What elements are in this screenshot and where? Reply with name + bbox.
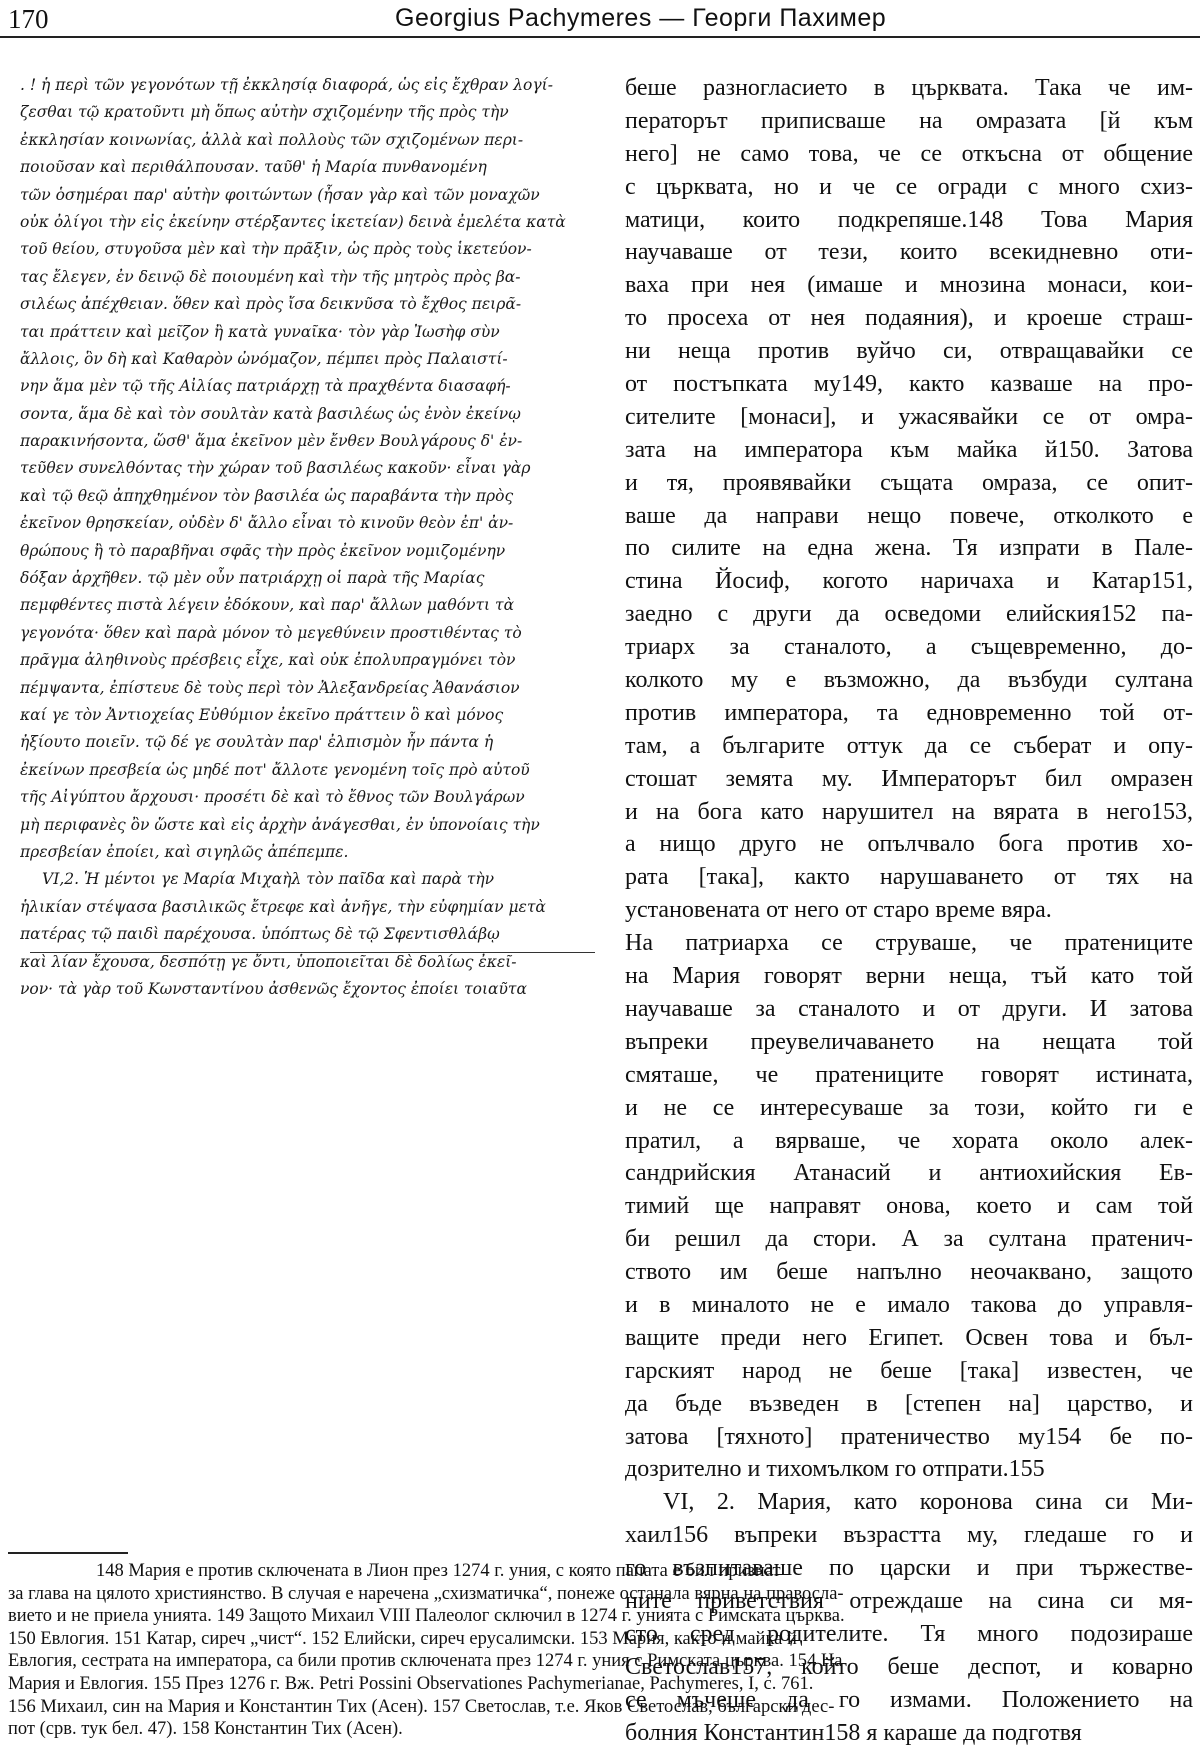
greek-text-line: πρεσβείαν ἐποίει, καὶ σιγηλῶς ἀπέπεμπε. [20, 842, 349, 861]
greek-text-line: ται πράττειν καὶ μεῖζον ἢ κατὰ γυναῖκα· τὸν γὰρ Ἰωσὴφ σὺν [20, 322, 500, 341]
translation-line: дозрително и тихомълком го отпрати.155 [625, 1456, 1045, 1483]
translation-line: ните приветствия отреждаше на сина си мя- [625, 1587, 1193, 1614]
translation-line: колкото му е възможно, да възбуди султана [625, 667, 1193, 694]
footnote-line: 148 Мария е против сключената в Лион през 1274 г. уния, с която папата е бил признат [96, 1561, 781, 1581]
greek-text-line: τῆς Αἰγύπτου ἄρχουσι· προσέτι δὲ καὶ τὸ ἔθνος τῶν Βουλγάρων [20, 788, 525, 807]
header-rule [0, 36, 1200, 38]
translation-line: установената от него от старо време вяра. [625, 897, 1052, 924]
translation-line: ни неща против вуйчо си, отвращавайки се [625, 338, 1193, 365]
greek-text-line: ἐκείνων πρεσβεία ὡς μηδέ ποτ' ἄλλοτε γενομένη τοῖς πρὸ αὐτοῦ [20, 760, 530, 779]
greek-text-line: πατέρας τῷ παιδὶ παρέχουσα. ὑπόπτως δὲ τῷ Σφεντισθλάβῳ [20, 925, 500, 944]
footnote-rule [8, 1552, 128, 1554]
greek-text-line: καὶ τῷ θεῷ ἀπηχθημένον τὸν βασιλέα ὡς παραβάντα τὴν πρὸς [20, 486, 514, 505]
translation-line: рата [така], както нарушаването от тях на [625, 864, 1193, 891]
page-number: 170 [8, 4, 49, 34]
greek-text-line: ἠξίουτο ποιεῖν. τῷ δέ γε σουλτὰν παρ' ἐλπισμὸν ἦν πάντα ἡ [20, 733, 494, 752]
translation-line: стина Йосиф, когото наричаха и Катар151, [625, 568, 1193, 595]
translation-line: сандрийския Атанасий и антиохийския Ев- [625, 1160, 1193, 1187]
translation-line: би решил да стори. А за султана пратенич- [625, 1226, 1193, 1253]
translation-line: а нищо друго не опълчвало бога против хо- [625, 831, 1193, 858]
translation-line: по силите на една жена. Тя изпрати в Пале- [625, 535, 1193, 562]
greek-text-line: ἐκκλησίαν κοινωνίας, ἀλλὰ καὶ πολλοὺς τῶν σχιζομένων περι- [20, 130, 524, 149]
greek-text-line: νον· τὰ γὰρ τοῦ Κωνσταντίνου ἀσθενῶς ἔχοντος ἐποίει τοιαῦτα [20, 979, 527, 998]
greek-text-line: τεῦθεν συνελθόντας τὴν χώραν τοῦ βασιλέως κακοῦν· εἶναι γὰρ [20, 459, 531, 478]
greek-text-line: τῶν ὁσημέραι παρ' αὐτὴν φοιτώντων (ἦσαν γὰρ καὶ τῶν μοναχῶν [20, 185, 540, 204]
greek-text-line: νην ἅμα μὲν τῷ τῆς Αἰλίας πατριάρχῃ τὰ πραχθέντα διασαφή- [20, 377, 511, 396]
translation-line: триарх за станалото, а същевременно, до- [625, 634, 1193, 661]
greek-text-line: θρώπους ἢ τὸ παραβῆναι σφᾶς τὴν πρὸς ἐκεῖνον νομιζομένην [20, 541, 506, 560]
translation-line: гарският народ не беше [така] известен, че [625, 1357, 1193, 1384]
greek-original-column [20, 72, 600, 998]
greek-text-line: ἄλλοις, ὃν δὴ καὶ Καθαρὸν ὠνόμαζον, πέμπει πρὸς Παλαιστί- [20, 349, 508, 368]
translation-line: и на бога като нарушител на вярата в него153, [625, 798, 1193, 825]
greek-text-line: ποιοῦσαν καὶ περιθάλπουσαν. ταῦθ' ἡ Μαρία πυνθανομένη [20, 158, 487, 177]
translation-line: научаваше за станалото и от други. И затова [625, 995, 1193, 1022]
translation-line: ството им беше напълно неочаквано, защото [625, 1259, 1193, 1286]
translation-line: и не се интересуваше за този, който ги е [625, 1094, 1193, 1121]
page-header [0, 0, 1200, 40]
greek-text-line: καί γε τὸν Ἀντιοχείας Εὐθύμιον ἐκεῖνο πράττειν ὃ καὶ μόνος [20, 705, 504, 724]
translation-line: смяташе, че пратениците говорят истината, [625, 1061, 1193, 1088]
translation-line: на Мария говорят верни неща, тъй като той [625, 963, 1193, 990]
translation-line: затова [тяхното] пратеничество му154 бе по- [625, 1423, 1193, 1450]
translation-line: ваше да направи нещо повече, отколкото е [625, 502, 1193, 529]
greek-text-line: μὴ περιφανὲς ὂν ὥστε καὶ εἰς ἀρχὴν ἀνάγεσθαι, ἐν ὑπονοίαις τὴν [20, 815, 540, 834]
translation-line: болния Константин158 я караше да подготвя [625, 1719, 1082, 1746]
greek-text-line: σοντα, ἅμα δὲ καὶ τὸν σουλτὰν κατὰ βασιλέως ὡς ἐνὸν ἐκείνῳ [20, 404, 521, 423]
translation-line: научаваше от тези, които всекидневно оти- [625, 239, 1193, 266]
translation-line: го възпитаваше по царски и при тържестве- [625, 1555, 1193, 1582]
translation-line: ващите преди него Египет. Освен това и бъл- [625, 1324, 1193, 1351]
translation-line: ператорът приписваше на омразата [й към [625, 107, 1193, 134]
translation-line: него] не само това, че се откъсна от общение [625, 140, 1193, 167]
footnote-line: Мария и Евлогия. 155 През 1276 г. Вж. Petri Possini Observationes Pachymerianae, Pachymeres, I, с. 761. [8, 1673, 814, 1694]
greek-text-line: ἐκεῖνον θρησκείαν, οὐδὲν δ' ἄλλο εἶναι τὸ κινοῦν θεὸν ἐπ' ἀν- [20, 514, 514, 533]
greek-text-line: παρακινήσοντα, ὥσθ' ἅμα ἐκεῖνον μὲν ἔνθεν Βουλγάρους δ' ἐν- [20, 432, 523, 451]
translation-line: с църквата, но и че се огради с много схиз- [625, 173, 1193, 200]
greek-text-line: πεμφθέντες πιστὰ λέγειν ἐδόκουν, καὶ παρ' ἄλλων μαθόντι τὰ [20, 596, 515, 615]
greek-text-line: γεγονότα· ὅθεν καὶ παρὰ μόνον τὸ μεγεθύνειν προστιθέντας τὸ [20, 623, 522, 642]
footnote-line: 156 Михаил, син на Мария и Константин Тих (Асен). 157 Светослав, т.е. Яков Светослав, български дес- [8, 1696, 835, 1717]
translation-line: против императора, та едновременно той от- [625, 699, 1193, 726]
translation-line: На патриарха се струваше, че пратениците [625, 930, 1193, 957]
translation-line: пратил, а вярваше, че хората около алек- [625, 1127, 1193, 1154]
greek-text-line: . ! ἡ περὶ τῶν γεγονότων τῇ ἐκκλησίᾳ διαφορά, ὡς εἰς ἔχθραν λογί- [20, 76, 553, 94]
translation-line: стошат земята му. Императорът бил омразен [625, 765, 1193, 792]
footnote-line: 150 Евлогия. 151 Катар, сиреч „чист“. 152 Елийски, сиреч ерусалимски. 153 Мария, както и майка й [8, 1628, 797, 1649]
translation-line: сителите [монаси], и ужасявайки се от омра- [625, 403, 1193, 430]
footnote-line: пот (срв. тук бел. 47). 158 Константин Тих (Асен). [8, 1719, 403, 1740]
translation-line: там, а българите оттук да се съберат и опу- [625, 732, 1193, 759]
translation-line: зата на императора към майка й150. Затова [625, 436, 1193, 463]
greek-text-line: καὶ λίαν ἔχουσα, δεσπότῃ γε ὄντι, ὑποποιεῖται δὲ δολίως ἐκεῖ- [20, 952, 517, 971]
translation-line: въпреки преувеличаването на нещата той [625, 1028, 1193, 1055]
greek-text-line: οὐκ ὀλίγοι τὴν εἰς ἐκείνην στέρξαντες ἱκετείαν) δεινὰ ἐμελέτα κατὰ [20, 212, 566, 231]
translation-line: да бъде възведен в [степен на] царство, и [625, 1390, 1193, 1417]
translation-line: хаил156 въпреки възрастта му, гледаше го и [625, 1522, 1193, 1549]
translation-line: и тя, проявявайки същата омраза, се опит- [625, 469, 1193, 496]
translation-line: се мъчеше да го измами. Положението на [625, 1686, 1193, 1713]
footnote-line: вието и не приела унията. 149 Защото Михаил VIII Палеолог сключил в 1274 г. унията с Римската църква. [8, 1606, 845, 1627]
greek-text-line: δόξαν ἀρχῆθεν. τῷ μὲν οὖν πατριάρχῃ οἱ παρὰ τῆς Μαρίας [20, 569, 485, 588]
running-head: Georgius Pachymeres — Георги Пахимер [395, 4, 887, 32]
greek-text-line: σιλέως ἀπέχθειαν. ὅθεν καὶ πρὸς ἴσα δεικνῦσα τὸ ἔχθος πειρᾶ- [20, 295, 522, 314]
translation-line: Светослав157, който беше деспот, и коварно [625, 1653, 1193, 1680]
greek-text-line: πρᾶγμα ἀληθινοὺς πρέσβεις εἶχε, καὶ οὐκ ἐπολυπραγμόνει τὸν [20, 651, 516, 670]
greek-text-line: τοῦ θείου, στυγοῦσα μὲν καὶ τὴν πρᾶξιν, ὡς πρὸς τοὺς ἱκετεύον- [20, 240, 532, 259]
bulgarian-translation-column [625, 72, 1193, 1749]
greek-text-line: τας ἔλεγεν, ἐν δεινῷ δὲ ποιουμένη καὶ τὴν τῆς μητρὸς πρὸς βα- [20, 267, 521, 286]
footnote-line: за глава на цялото християнство. В случая е наречена „схизматичка“, понеже останала вярна на правосла- [8, 1583, 844, 1604]
translation-line: ваха при нея (имаше и мнозина монаси, кои- [625, 272, 1193, 299]
translation-line: VI, 2. Мария, като коронова сина си Ми- [663, 1489, 1193, 1516]
greek-text-line: VI,2. Ἡ μέντοι γε Μαρία Μιχαὴλ τὸν παῖδα καὶ παρὰ τὴν [42, 870, 495, 889]
greek-column-rule [30, 952, 595, 953]
translation-line: то просеха от нея подаяния), и кроеше страш- [625, 305, 1193, 332]
translation-line: и в миналото не е имало такова до управля- [625, 1291, 1193, 1318]
translation-line: матици, които подкрепяше.148 Това Мария [625, 206, 1193, 233]
translation-line: сто сред родителите. Тя много подозираше [625, 1620, 1193, 1647]
footnote-line: Евлогия, сестрата на императора, са били против сключената през 1274 г. уния с Римската църква. 154 На [8, 1651, 843, 1672]
greek-text-line: ἡλικίαν στέψασα βασιλικῶς ἔτρεφε καὶ ἀνῆγε, τὴν εὐφημίαν μετὰ [20, 897, 546, 916]
greek-text-line: ζεσθαι τῷ κρατοῦντι μὴ ὅπως αὐτὴν σχιζομένην τῆς πρὸς τὴν [20, 103, 509, 122]
translation-line: беше разногласието в църквата. Така че им- [625, 75, 1193, 101]
greek-text-line: πέμψαντα, ἐπίστευε δὲ τοὺς περὶ τὸν Ἀλεξανδρείας Ἀθανάσιον [20, 678, 520, 697]
footnotes [8, 1560, 1193, 1741]
translation-line: от постъпката му149, както казваше на про- [625, 371, 1193, 398]
translation-line: заедно с други да осведоми елийския152 па- [625, 601, 1193, 628]
translation-line: тимий ще направят онова, което и сам той [625, 1193, 1193, 1220]
